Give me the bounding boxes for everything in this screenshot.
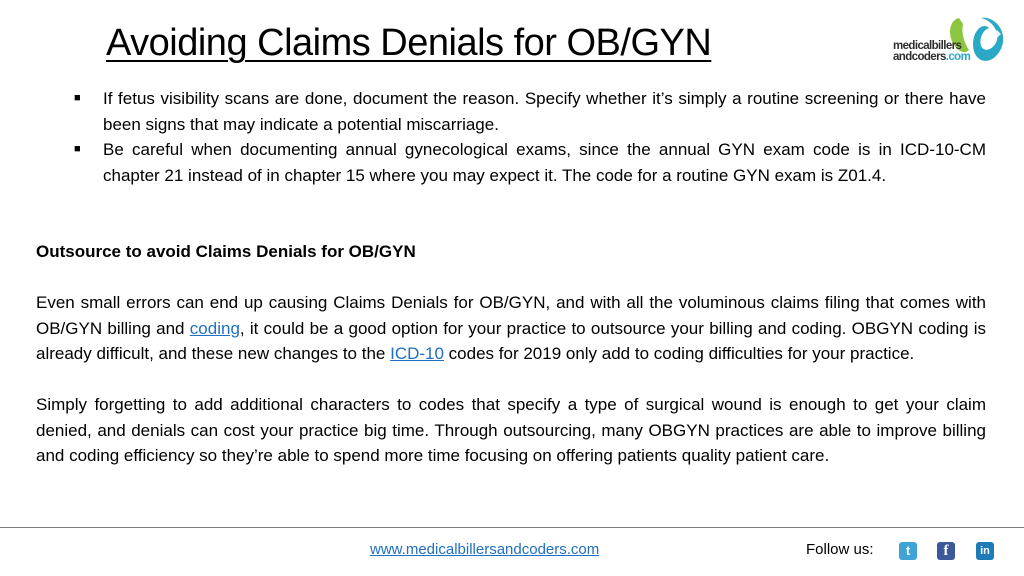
follow-us-label: Follow us: [806, 541, 874, 558]
bullet-text: If fetus visibility scans are done, document the reason. Specify whether it’s simply a routine screening or there have been signs that may indicate a potential miscarriage. [103, 89, 986, 134]
paragraph-surgical-wound: Simply forgetting to add additional characters to codes that specify a type of surgical wound is enough to get your claim denied, and denials can cost your practice big time. Through outsourcing, many OBGYN practices are able to improve billing and coding efficiency so they’re able to spend more time focusing on offering patients quality patient care. [36, 395, 986, 465]
linkedin-icon[interactable]: in [976, 542, 994, 560]
section-heading: Outsource to avoid Claims Denials for OB/GYN [36, 242, 416, 261]
main-content [36, 239, 986, 469]
bullet-list [74, 86, 986, 188]
bullet-item [74, 86, 986, 137]
bullet-marker-icon: ■ [74, 92, 81, 104]
coding-link[interactable]: coding [189, 318, 240, 338]
facebook-icon[interactable]: f [937, 542, 955, 560]
company-logo[interactable] [893, 14, 1017, 72]
website-link[interactable]: www.medicalbillersandcoders.com [370, 541, 600, 558]
bullet-marker-icon: ■ [74, 143, 81, 155]
twitter-icon[interactable]: t [899, 542, 917, 560]
logo-wordmark: medicalbillers andcoders.com [893, 40, 971, 63]
paragraph-outsourcing: Even small errors can end up causing Claims Denials for OB/GYN, and with all the voluminous claims filing that comes with OB/GYN billing and coding, it could be a good option for your practice to outsource your billing and coding. OBGYN coding is already difficult, and these new changes to the ICD-10 codes for 2019 only add to coding difficulties for your practice. [36, 293, 986, 363]
bullet-item [74, 137, 986, 188]
bullet-text: Be careful when documenting annual gynecological exams, since the annual GYN exam code is in ICD-10-CM chapter 21 instead of in chapter 15 where you may expect it. The code for a routine GYN exam is Z01.4. [103, 140, 986, 185]
icd-10-link[interactable]: ICD-10 [390, 344, 444, 363]
page-title: Avoiding Claims Denials for OB/GYN [106, 22, 712, 64]
footer-divider [0, 527, 1024, 528]
